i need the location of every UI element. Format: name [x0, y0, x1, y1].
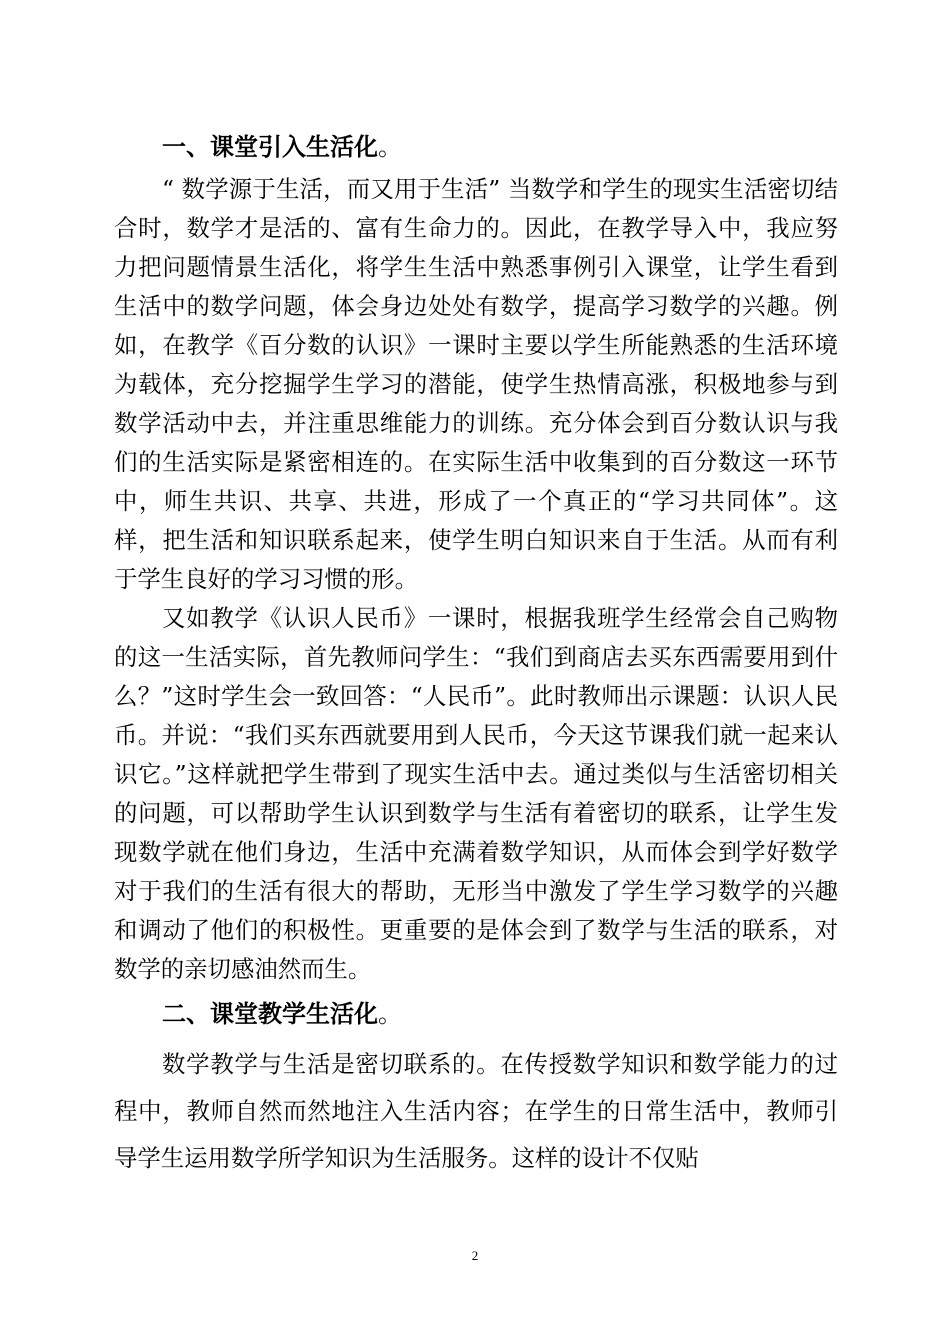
- section-1-paragraph-2: 又如教学《认识人民币》一课时，根据我班学生经常会自己购物的这一生活实际，首先教师问学生：“我们到商店去买东西需要用到什么？”这时学生会一致回答：“人民币”。此时教师出示课题：认识人民币。并说：“我们买东西就要用到人民币，今天这节课我们就一起来认识它。”这样就把学生带到了现实生活中去。通过类似与生活密切相关的问题，可以帮助学生认识到数学与生活有着密切的联系，让学生发现数学就在他们身边，生活中充满着数学知识，从而体会到学好数学对于我们的生活有很大的帮助，无形当中激发了学生学习数学的兴趣和调动了他们的积极性。更重要的是体会到了数学与生活的联系，对数学的亲切感油然而生。: [114, 604, 838, 983]
- document-body: [114, 124, 838, 1182]
- section-2-paragraph-1: 数学教学与生活是密切联系的。在传授数学知识和数学能力的过程中，教师自然而然地注入生活内容；在学生的日常生活中，教师引导学生运用数学所学知识为生活服务。这样的设计不仅贴: [114, 1050, 838, 1172]
- section-2-heading-punct: 。: [378, 1000, 402, 1028]
- section-1-heading-text: 一、课堂引入生活化: [162, 132, 378, 161]
- page-number: 2: [471, 1248, 479, 1263]
- section-2-heading-text: 二、课堂教学生活化: [162, 999, 378, 1028]
- section-2-heading: [114, 991, 838, 1037]
- section-1-paragraph-1: “ 数学源于生活，而又用于生活” 当数学和学生的现实生活密切结合时，数学才是活的、富有生命力的。因此，在教学导入中，我应努力把问题情景生活化，将学生生活中熟悉事例引入课堂，让学生看到生活中的数学问题，体会身边处处有数学，提高学习数学的兴趣。例如，在教学《百分数的认识》一课时主要以学生所能熟悉的生活环境为载体，充分挖掘学生学习的潜能，使学生热情高涨，积极地参与到数学活动中去，并注重思维能力的训练。充分体会到百分数认识与我们的生活实际是紧密相连的。在实际生活中收集到的百分数这一环节中，师生共识、共享、共进，形成了一个真正的“学习共同体”。这样，把生活和知识联系起来，使学生明白知识来自于生活。从而有利于学生良好的学习习惯的形。: [114, 175, 838, 593]
- section-1-heading: [114, 124, 838, 170]
- section-1-heading-punct: 。: [378, 133, 402, 161]
